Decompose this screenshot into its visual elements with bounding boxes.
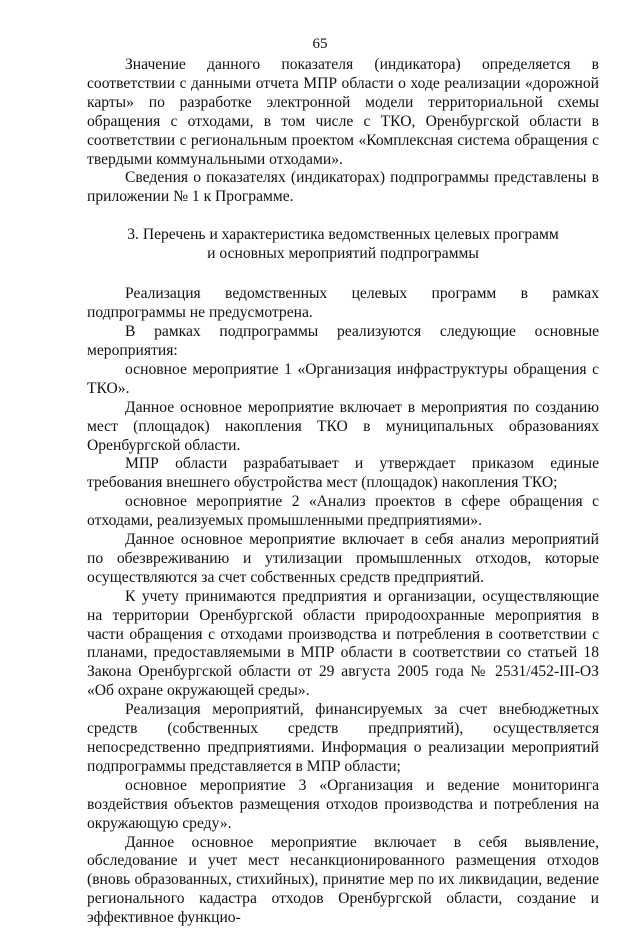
paragraph-programs-not-planned: Реализация ведомственных целевых программ в рамках подпрограммы не предусмотрена. [87,285,599,322]
section-heading [87,225,599,263]
page-number: 65 [312,36,328,52]
paragraph-activity-1-description: Данное основное мероприятие включает в мероприятия по созданию мест (площадок) накопления ТКО в муниципальных образованиях Оренбургской области. [87,398,599,454]
paragraph-activity-3: основное мероприятие 3 «Организация и ведение мониторинга воздействия объектов размещения отходов производства и потребления на окружающую среду». [87,776,599,832]
document-body [87,56,599,928]
paragraph-indicator-value: Значение данного показателя (индикатора) определяется в соответствии с данными отчета МПР области о ходе реализации «дорожной карты» по разработке электронной модели территориальной схемы обращения с отходами, в том числе с ТКО, Оренбургской области в соответствии с региональным проектом «Комплексная система обращения с твердыми коммунальными отходами». [87,56,599,168]
paragraph-activity-2: основное мероприятие 2 «Анализ проектов в сфере обращения с отходами, реализуемых промышленными предприятиями». [87,493,599,530]
paragraph-indicators-info: Сведения о показателях (индикаторах) подпрограммы представлены в приложении № 1 к Программе. [87,169,599,206]
paragraph-mpr-requirements: МПР области разрабатывает и утверждает приказом единые требования внешнего обустройства мест (площадок) накопления ТКО; [87,455,599,492]
paragraph-enterprises-accounting: К учету принимаются предприятия и организации, осуществляющие на территории Оренбургской области природоохранные мероприятия в части обращения с отходами производства и потребления в соответствии с планами, предоставляемыми в МПР области в соответствии со статьей 18 Закона Оренбургской области от 29 августа 2005 года № 2531/452-III-ОЗ «Об охране окружающей среды». [87,587,599,700]
paragraph-extrabudgetary-funding: Реализация мероприятий, финансируемых за счет внебюджетных средств (собственных средств предприятий), осуществляется непосредственно предприятиями. Информация о реализации мероприятий подпрограммы представляется в МПР области; [87,701,599,775]
paragraph-activity-3-description: Данное основное мероприятие включает в себя выявление, обследование и учет мест несанкционированного размещения отходов (вновь образованных, стихийных), принятие мер по их ликвидации, ведение регионального кадастра отходов Оренбургской области, создание и эффективное функцио- [87,833,599,927]
paragraph-activity-1: основное мероприятие 1 «Организация инфраструктуры обращения с ТКО». [87,360,599,397]
section-heading-line-2: и основных мероприятий подпрограммы [207,245,479,263]
paragraph-activity-2-description: Данное основное мероприятие включает в себя анализ мероприятий по обезвреживанию и утилизации промышленных отходов, которые осуществляются за счет собственных средств предприятий. [87,531,599,586]
section-heading-line-1: 3. Перечень и характеристика ведомственных целевых программ [127,226,559,244]
paragraph-main-activities-intro: В рамках подпрограммы реализуются следующие основные мероприятия: [87,323,599,359]
